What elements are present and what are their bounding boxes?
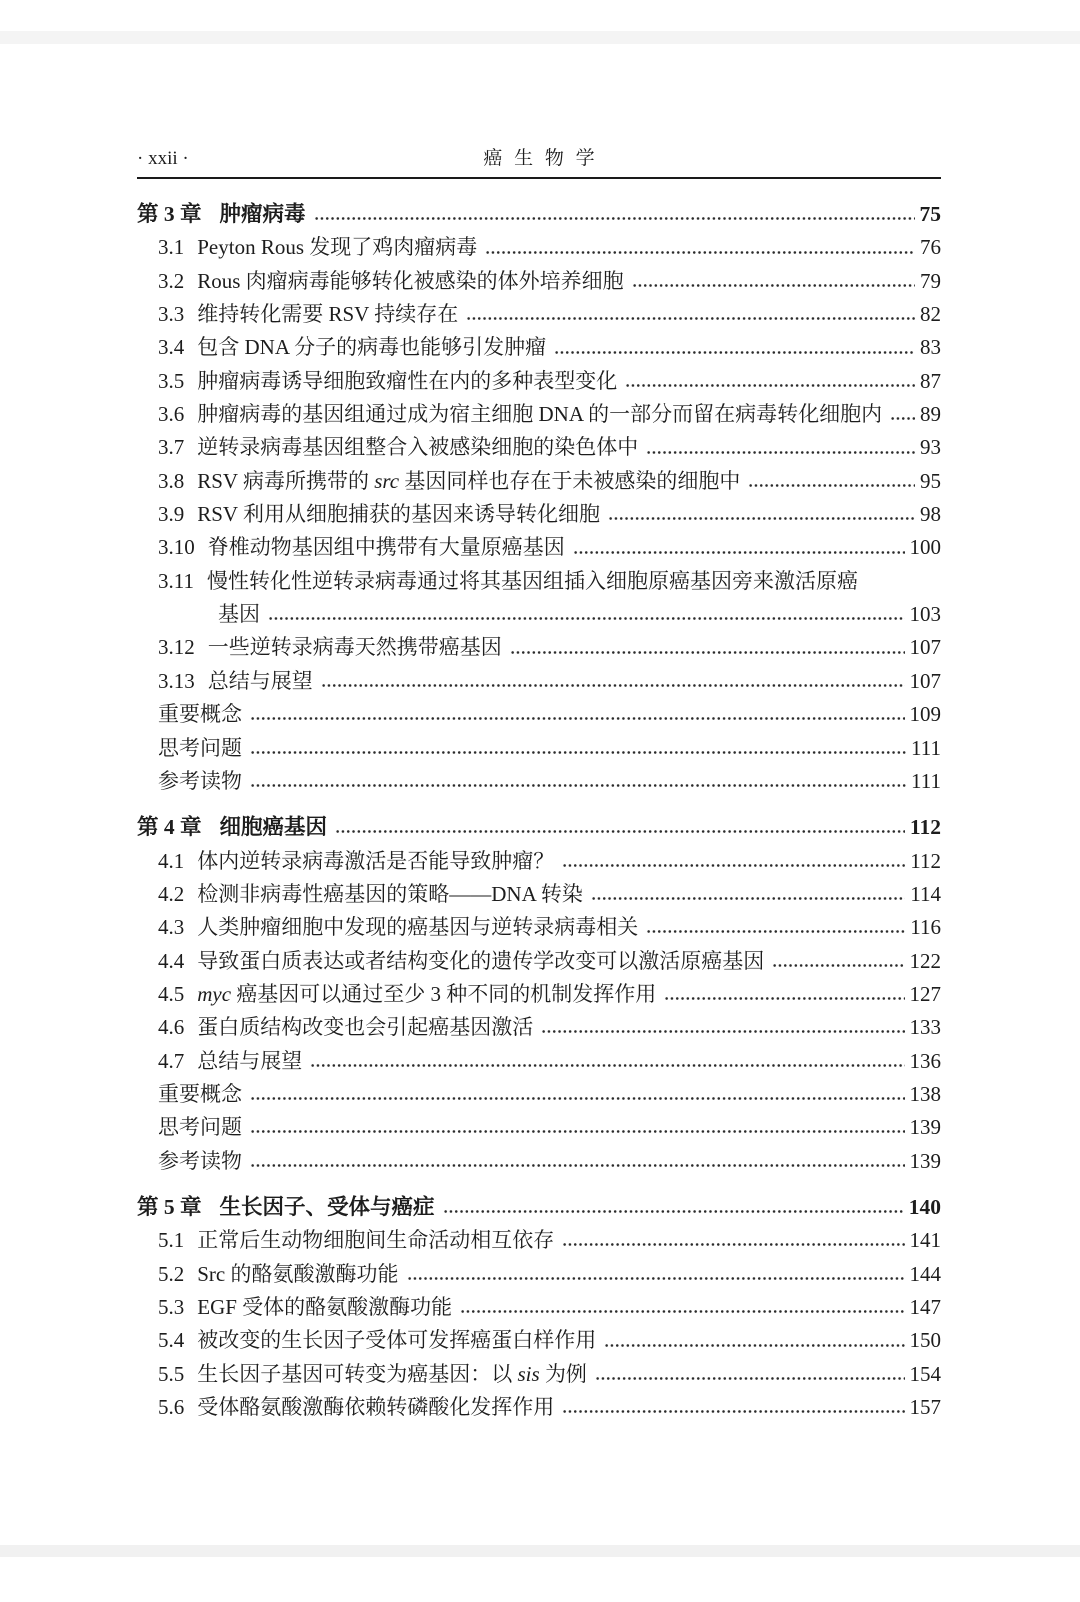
dot-leader bbox=[250, 717, 905, 720]
page-ref: 139 bbox=[909, 1115, 941, 1140]
dot-leader bbox=[646, 451, 915, 454]
section-row bbox=[137, 1258, 941, 1291]
dot-leader bbox=[625, 384, 915, 387]
section-row bbox=[137, 498, 941, 531]
page-ref: 114 bbox=[910, 881, 941, 906]
section-number: 3.12 bbox=[158, 635, 195, 660]
section-title bbox=[197, 331, 546, 364]
chapter-label: 第 3 章 bbox=[137, 202, 202, 226]
page-ref: 112 bbox=[910, 848, 941, 873]
entry-title-text: RSV 病毒所携带的 bbox=[197, 468, 375, 493]
page-ref: 127 bbox=[909, 981, 941, 1006]
section-number: 4.4 bbox=[158, 948, 185, 973]
section-number: 4.3 bbox=[158, 915, 185, 940]
extra-title: 重要概念 bbox=[158, 1081, 242, 1106]
entry-title-text: 肿瘤病毒诱导细胞致瘤性在内的多种表型变化 bbox=[197, 368, 618, 393]
entry-title-text: 总结与展望 bbox=[207, 668, 313, 693]
section-row bbox=[137, 1224, 941, 1257]
chapter-title: 生长因子、受体与癌症 bbox=[219, 1194, 435, 1219]
page-ref: 157 bbox=[909, 1395, 941, 1420]
page-ref: 138 bbox=[909, 1081, 941, 1106]
page-ref: 87 bbox=[920, 368, 941, 393]
dot-leader bbox=[407, 1277, 905, 1280]
dot-leader bbox=[604, 1344, 904, 1347]
extra-title: 思考问题 bbox=[158, 735, 242, 760]
chapter-title: 细胞癌基因 bbox=[219, 815, 328, 840]
section-row bbox=[137, 398, 941, 431]
page-ref: 154 bbox=[909, 1361, 941, 1386]
section-title bbox=[197, 878, 583, 911]
section-title bbox=[197, 1045, 302, 1078]
entry-title-text: 受体酪氨酸激酶依赖转磷酸化发挥作用 bbox=[197, 1395, 555, 1420]
section-row bbox=[137, 1011, 941, 1044]
dot-leader bbox=[562, 1410, 904, 1413]
chapter-row bbox=[137, 811, 941, 844]
section-title bbox=[197, 1011, 533, 1044]
page-ref: 107 bbox=[909, 635, 941, 660]
section-number: 5.2 bbox=[158, 1261, 185, 1286]
entry-title-text: 正常后生动物细胞间生命活动相互依存 bbox=[197, 1228, 555, 1253]
section-title bbox=[197, 431, 638, 464]
page-ref: 139 bbox=[909, 1148, 941, 1173]
page-ref: 76 bbox=[920, 235, 941, 260]
entry-title-text: 脊椎动物基因组中携带有大量原癌基因 bbox=[207, 535, 565, 560]
section-row bbox=[137, 1391, 941, 1424]
page-ref: 82 bbox=[920, 302, 941, 327]
section-number: 3.4 bbox=[158, 335, 185, 360]
dot-leader bbox=[632, 284, 915, 287]
section-number: 3.8 bbox=[158, 468, 185, 493]
dot-leader bbox=[748, 484, 915, 487]
chapter-extra-row bbox=[137, 1111, 941, 1144]
section-row bbox=[137, 1291, 941, 1324]
page-ref: 98 bbox=[920, 502, 941, 527]
section-row bbox=[137, 878, 941, 911]
section-title bbox=[197, 845, 554, 878]
section-row bbox=[137, 911, 941, 944]
section-number: 5.1 bbox=[158, 1228, 185, 1253]
table-of-contents bbox=[137, 198, 941, 1424]
dot-leader bbox=[591, 897, 905, 900]
section-title bbox=[197, 231, 477, 264]
section-title: 基因 bbox=[218, 602, 260, 627]
section-row bbox=[137, 945, 941, 978]
dot-leader bbox=[335, 830, 905, 833]
section-title bbox=[197, 1391, 554, 1424]
section-row bbox=[137, 978, 941, 1011]
entry-title-text: Src 的酪氨酸激酶功能 bbox=[197, 1261, 399, 1286]
chapter-title: 肿瘤病毒 bbox=[219, 202, 306, 226]
page-ref: 79 bbox=[920, 268, 941, 293]
entry-title-text: 蛋白质结构改变也会引起癌基因激活 bbox=[197, 1015, 534, 1040]
entry-title-text: Rous 肉瘤病毒能够转化被感染的体外培养细胞 bbox=[197, 268, 624, 293]
entry-title-text: 导致蛋白质表达或者结构变化的遗传学改变可以激活原癌基因 bbox=[197, 948, 765, 973]
entry-title-text: 肿瘤病毒的基因组通过成为宿主细胞 DNA 的一部分而留在病毒转化细胞内 bbox=[197, 402, 883, 427]
page-ref: 140 bbox=[908, 1194, 941, 1219]
section-number: 4.7 bbox=[158, 1048, 185, 1073]
section-title bbox=[197, 398, 882, 431]
section-row bbox=[137, 1358, 941, 1391]
dot-leader bbox=[460, 1310, 904, 1313]
chapter-label: 第 4 章 bbox=[137, 815, 202, 840]
extra-title: 参考读物 bbox=[158, 768, 242, 793]
section-number: 3.13 bbox=[158, 668, 195, 693]
dot-leader bbox=[510, 651, 905, 654]
section-number: 3.6 bbox=[158, 402, 185, 427]
section-title bbox=[207, 565, 858, 598]
dot-leader bbox=[608, 517, 915, 520]
section-number: 3.2 bbox=[158, 268, 185, 293]
chapter-row bbox=[137, 198, 941, 231]
page-ref: 83 bbox=[920, 335, 941, 360]
dot-leader bbox=[250, 1130, 905, 1133]
section-row bbox=[137, 265, 941, 298]
entry-title-text: 被改变的生长因子受体可发挥癌蛋白样作用 bbox=[197, 1328, 597, 1353]
page-ref: 93 bbox=[920, 435, 941, 460]
entry-title-text: 逆转录病毒基因组整合入被感染细胞的染色体中 bbox=[197, 435, 639, 460]
entry-title-text: src bbox=[374, 468, 400, 493]
section-title bbox=[208, 665, 313, 698]
dot-leader bbox=[250, 1097, 905, 1100]
section-title bbox=[197, 498, 600, 531]
page-ref: 100 bbox=[909, 535, 941, 560]
entry-title-text: EGF 受体的酪氨酸激酶功能 bbox=[197, 1295, 453, 1319]
section-title bbox=[197, 298, 458, 331]
section-title bbox=[197, 365, 617, 398]
page-ref: 150 bbox=[909, 1328, 941, 1353]
running-header bbox=[137, 140, 941, 179]
section-number: 5.4 bbox=[158, 1328, 185, 1353]
entry-title-text: myc bbox=[197, 981, 232, 1006]
entry-title-text: 检测非病毒性癌基因的策略——DNA 转染 bbox=[197, 881, 583, 906]
section-row bbox=[137, 331, 941, 364]
book-title: 癌生物学 bbox=[483, 148, 607, 169]
page-ref: 136 bbox=[909, 1048, 941, 1073]
dot-leader bbox=[772, 964, 904, 967]
entry-title-text: 为例 bbox=[539, 1361, 587, 1386]
section-number: 3.5 bbox=[158, 368, 185, 393]
entry-title-text: 人类肿瘤细胞中发现的癌基因与逆转录病毒相关 bbox=[197, 915, 639, 940]
chapter-label: 第 5 章 bbox=[137, 1194, 202, 1219]
section-row-wrap bbox=[137, 598, 941, 631]
chapter-extra-row bbox=[137, 765, 941, 798]
dot-leader bbox=[466, 317, 915, 320]
entry-title-text: 维持转化需要 RSV 持续存在 bbox=[197, 302, 459, 327]
section-row bbox=[137, 665, 941, 698]
section-title bbox=[197, 1358, 587, 1391]
section-row bbox=[137, 231, 941, 264]
entry-title-text: RSV 利用从细胞捕获的基因来诱导转化细胞 bbox=[197, 502, 600, 527]
section-row bbox=[137, 298, 941, 331]
chapter-extra-row bbox=[137, 732, 941, 765]
section-title bbox=[197, 265, 623, 298]
dot-leader bbox=[250, 1164, 905, 1167]
section-title bbox=[197, 945, 764, 978]
dot-leader bbox=[314, 217, 915, 220]
section-row bbox=[137, 631, 941, 664]
page-ref: 144 bbox=[909, 1261, 941, 1286]
section-title bbox=[197, 911, 638, 944]
scan-edge-top bbox=[0, 31, 1080, 44]
chapter-extra-row bbox=[137, 1145, 941, 1178]
dot-leader bbox=[595, 1377, 905, 1380]
entry-title-text: Peyton Rous 发现了鸡肉瘤病毒 bbox=[197, 235, 478, 260]
page-ref: 122 bbox=[909, 948, 941, 973]
entry-title-text: 总结与展望 bbox=[197, 1048, 303, 1073]
section-row bbox=[137, 565, 941, 598]
section-row bbox=[137, 431, 941, 464]
section-number: 3.3 bbox=[158, 302, 185, 327]
section-title bbox=[197, 1291, 452, 1324]
extra-title: 思考问题 bbox=[158, 1115, 242, 1140]
page-ref: 95 bbox=[920, 468, 941, 493]
entry-title-text: 包含 DNA 分子的病毒也能够引发肿瘤 bbox=[197, 335, 547, 360]
section-title bbox=[208, 531, 565, 564]
page-ref: 103 bbox=[909, 602, 941, 627]
section-number: 4.6 bbox=[158, 1015, 185, 1040]
section-number: 5.3 bbox=[158, 1295, 185, 1319]
section-row bbox=[137, 1045, 941, 1078]
section-number: 4.2 bbox=[158, 881, 185, 906]
dot-leader bbox=[554, 351, 915, 354]
page-ref: 109 bbox=[909, 702, 941, 727]
section-number: 4.1 bbox=[158, 848, 185, 873]
page-ref: 75 bbox=[919, 202, 941, 226]
dot-leader bbox=[310, 1064, 904, 1067]
entry-title-text: 体内逆转录病毒激活是否能导致肿瘤？ bbox=[197, 848, 555, 873]
dot-leader bbox=[890, 417, 915, 420]
section-number: 3.10 bbox=[158, 535, 195, 560]
section-title bbox=[197, 1258, 398, 1291]
extra-title: 参考读物 bbox=[158, 1148, 242, 1173]
section-number: 3.11 bbox=[158, 568, 194, 593]
dot-leader bbox=[321, 684, 905, 687]
section-title bbox=[197, 978, 656, 1011]
page-ref: 133 bbox=[909, 1015, 941, 1040]
entry-title-text: 癌基因可以通过至少 3 种不同的机制发挥作用 bbox=[231, 981, 657, 1006]
section-number: 5.5 bbox=[158, 1361, 185, 1386]
entry-title-text: sis bbox=[517, 1361, 540, 1386]
section-title bbox=[208, 631, 502, 664]
page-content bbox=[137, 140, 941, 1424]
section-number: 3.9 bbox=[158, 502, 185, 527]
section-title bbox=[197, 1224, 554, 1257]
chapter-extra-row bbox=[137, 1078, 941, 1111]
dot-leader bbox=[646, 930, 905, 933]
section-row bbox=[137, 1324, 941, 1357]
dot-leader bbox=[562, 864, 905, 867]
chapter-row bbox=[137, 1191, 941, 1224]
dot-leader bbox=[268, 617, 905, 620]
section-row bbox=[137, 465, 941, 498]
page-ref: 89 bbox=[920, 402, 941, 427]
extra-title: 重要概念 bbox=[158, 702, 242, 727]
entry-title-text: 基因同样也存在于未被感染的细胞中 bbox=[399, 468, 741, 493]
section-number: 3.1 bbox=[158, 235, 185, 260]
section-row bbox=[137, 531, 941, 564]
section-title bbox=[197, 465, 740, 498]
entry-title-text: 一些逆转录病毒天然携带癌基因 bbox=[207, 635, 502, 660]
entry-title-text: 生长因子基因可转变为癌基因：以 bbox=[197, 1361, 518, 1386]
page-ref: 112 bbox=[909, 815, 941, 840]
dot-leader bbox=[573, 551, 905, 554]
section-row bbox=[137, 365, 941, 398]
page-ref: 141 bbox=[909, 1228, 941, 1253]
dot-leader bbox=[664, 997, 904, 1000]
page-ref: 147 bbox=[909, 1295, 941, 1319]
dot-leader bbox=[541, 1030, 904, 1033]
scan-edge-bottom bbox=[0, 1545, 1080, 1557]
dot-leader bbox=[250, 751, 906, 754]
section-title bbox=[197, 1324, 596, 1357]
dot-leader bbox=[443, 1210, 904, 1213]
chapter-extra-row bbox=[137, 698, 941, 731]
page-ref: 107 bbox=[909, 668, 941, 693]
page-ref: 116 bbox=[910, 915, 941, 940]
section-number: 5.6 bbox=[158, 1395, 185, 1420]
folio-page-number: · xxii · bbox=[137, 148, 189, 169]
entry-title-text: 慢性转化性逆转录病毒通过将其基因组插入细胞原癌基因旁来激活原癌 bbox=[206, 568, 858, 593]
dot-leader bbox=[250, 784, 906, 787]
page-ref: 111 bbox=[911, 768, 941, 793]
dot-leader bbox=[562, 1243, 904, 1246]
section-number: 3.7 bbox=[158, 435, 185, 460]
page-ref: 111 bbox=[911, 735, 941, 760]
section-number: 4.5 bbox=[158, 981, 185, 1006]
dot-leader bbox=[485, 251, 915, 254]
section-row bbox=[137, 845, 941, 878]
